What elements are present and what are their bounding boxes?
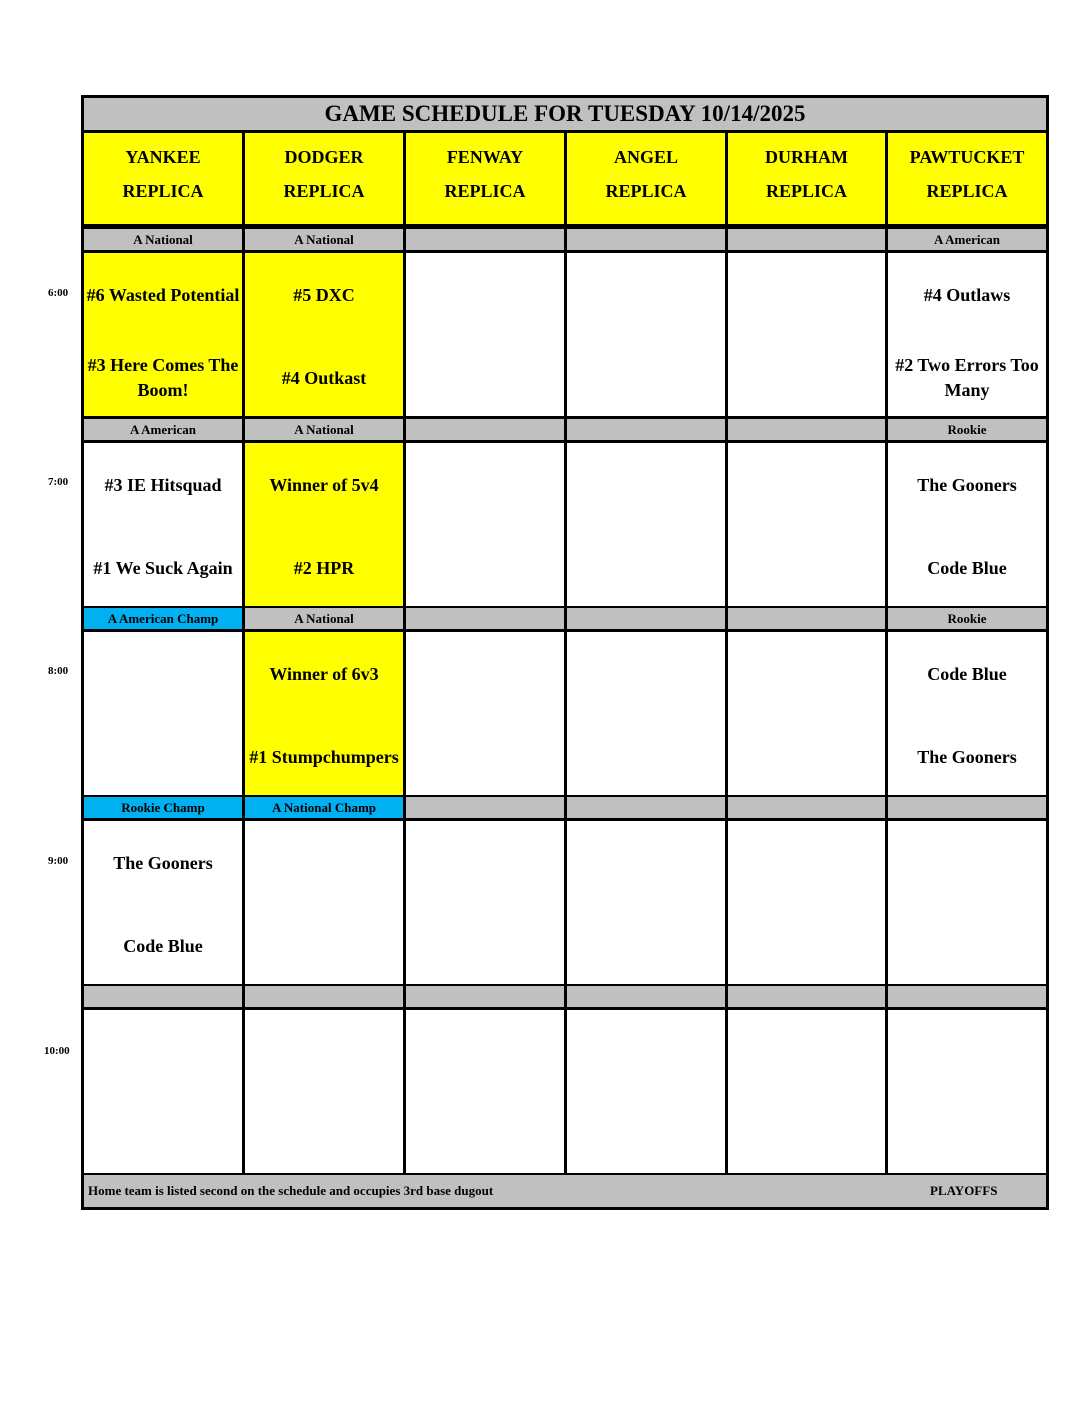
away-team xyxy=(728,451,885,519)
schedule-title: GAME SCHEDULE FOR TUESDAY 10/14/2025 xyxy=(84,98,1046,130)
time-label: 10:00 xyxy=(44,1045,70,1057)
away-team xyxy=(406,640,564,708)
footer-playoffs-tag: PLAYOFFS xyxy=(930,1183,998,1198)
away-team: Winner of 6v3 xyxy=(269,663,379,684)
division-label-text: A National xyxy=(294,422,354,437)
game-cell[interactable] xyxy=(84,821,242,984)
field-name: ANGEL xyxy=(613,147,678,167)
home-team xyxy=(728,534,885,602)
game-cell[interactable] xyxy=(245,1010,403,1173)
game-cell[interactable] xyxy=(406,443,564,606)
away-team xyxy=(567,1018,725,1086)
home-team xyxy=(567,534,725,602)
game-cell[interactable] xyxy=(245,821,403,984)
game-cell[interactable] xyxy=(728,1010,885,1173)
game-cell[interactable] xyxy=(567,632,725,795)
home-team: Code Blue xyxy=(927,557,1007,578)
away-team xyxy=(728,640,885,708)
away-team xyxy=(728,1018,885,1086)
field-name: PAWTUCKET xyxy=(909,147,1025,167)
time-label: 9:00 xyxy=(48,855,69,867)
division-label xyxy=(728,419,885,440)
division-label xyxy=(567,797,725,818)
game-cell[interactable] xyxy=(245,632,403,795)
home-team: #2 HPR xyxy=(293,557,355,578)
division-label xyxy=(406,608,564,629)
home-team xyxy=(567,344,725,412)
home-team xyxy=(567,912,725,980)
away-team xyxy=(888,829,1046,897)
division-label xyxy=(888,608,1046,629)
field-header-durham xyxy=(728,133,885,224)
division-label xyxy=(245,419,403,440)
home-team xyxy=(406,1101,564,1169)
field-name: FENWAY xyxy=(446,147,524,167)
division-label xyxy=(406,229,564,250)
division-label-text: A American xyxy=(129,422,197,437)
field-subtitle: REPLICA xyxy=(605,181,687,201)
away-team xyxy=(245,829,403,897)
division-label xyxy=(567,229,725,250)
division-label xyxy=(406,797,564,818)
home-team xyxy=(406,912,564,980)
home-team xyxy=(406,534,564,602)
field-subtitle: REPLICA xyxy=(765,181,847,201)
home-team xyxy=(84,723,242,791)
away-team: The Gooners xyxy=(917,474,1017,495)
division-label xyxy=(84,419,242,440)
field-name: DODGER xyxy=(284,147,364,167)
home-team xyxy=(567,723,725,791)
division-label xyxy=(245,608,403,629)
away-team xyxy=(406,829,564,897)
division-label xyxy=(728,229,885,250)
home-team: #3 Here Comes The Boom! xyxy=(87,355,239,400)
time-label: 6:00 xyxy=(48,287,69,299)
away-team xyxy=(567,451,725,519)
division-label-text: Rookie Champ xyxy=(121,800,205,815)
division-label xyxy=(84,229,242,250)
game-cell[interactable] xyxy=(888,253,1046,416)
division-label-text: A National xyxy=(294,232,354,247)
division-label xyxy=(84,608,242,629)
division-label-text: A National xyxy=(133,232,193,247)
division-label xyxy=(728,608,885,629)
home-team xyxy=(888,1101,1046,1169)
away-team xyxy=(567,261,725,329)
away-team: #4 Outlaws xyxy=(923,284,1011,305)
away-team xyxy=(728,261,885,329)
home-team xyxy=(728,1101,885,1169)
field-header-yankee xyxy=(84,133,242,224)
away-team: Winner of 5v4 xyxy=(269,474,379,495)
division-label xyxy=(567,986,725,1007)
home-team: #2 Two Errors Too Many xyxy=(895,355,1039,400)
division-label xyxy=(406,419,564,440)
field-header-pawtucket xyxy=(888,133,1046,224)
home-team: #1 Stumpchumpers xyxy=(249,746,399,767)
home-team xyxy=(406,344,564,412)
division-label xyxy=(406,986,564,1007)
division-label xyxy=(728,797,885,818)
division-label-text: A American Champ xyxy=(107,611,219,626)
division-label xyxy=(245,986,403,1007)
away-team xyxy=(567,640,725,708)
field-header-dodger xyxy=(245,133,403,224)
away-team: #6 Wasted Potential xyxy=(86,284,240,305)
home-team xyxy=(406,723,564,791)
away-team: The Gooners xyxy=(113,852,213,873)
away-team xyxy=(406,261,564,329)
division-label xyxy=(84,797,242,818)
division-label-text: A National xyxy=(294,611,354,626)
home-team xyxy=(728,723,885,791)
game-cell[interactable] xyxy=(84,443,242,606)
division-label-text: Rookie xyxy=(947,422,987,437)
away-team xyxy=(888,1018,1046,1086)
game-cell[interactable] xyxy=(84,253,242,416)
game-cell[interactable] xyxy=(728,443,885,606)
game-cell[interactable] xyxy=(888,443,1046,606)
division-label-text: Rookie xyxy=(947,611,987,626)
game-cell[interactable] xyxy=(245,253,403,416)
game-cell[interactable] xyxy=(567,253,725,416)
home-team xyxy=(888,912,1046,980)
game-cell[interactable] xyxy=(245,443,403,606)
game-cell[interactable] xyxy=(888,1010,1046,1173)
game-cell[interactable] xyxy=(888,632,1046,795)
division-label-text: A American xyxy=(933,232,1001,247)
away-team xyxy=(245,1018,403,1086)
field-header-fenway xyxy=(406,133,564,224)
home-team: The Gooners xyxy=(917,746,1017,767)
division-label xyxy=(888,419,1046,440)
division-label xyxy=(245,797,403,818)
division-label xyxy=(888,229,1046,250)
game-cell[interactable] xyxy=(728,253,885,416)
home-team xyxy=(245,1101,403,1169)
game-cell[interactable] xyxy=(84,632,242,795)
division-label xyxy=(888,797,1046,818)
game-cell[interactable] xyxy=(406,1010,564,1173)
away-team: Code Blue xyxy=(927,663,1007,684)
field-name: YANKEE xyxy=(125,147,201,167)
division-label xyxy=(888,986,1046,1007)
game-cell[interactable] xyxy=(406,632,564,795)
game-cell[interactable] xyxy=(406,821,564,984)
home-team xyxy=(728,344,885,412)
home-team: Code Blue xyxy=(123,935,203,956)
game-cell[interactable] xyxy=(567,443,725,606)
away-team xyxy=(567,829,725,897)
home-team: #1 We Suck Again xyxy=(93,557,233,578)
field-subtitle: REPLICA xyxy=(283,181,365,201)
away-team xyxy=(406,451,564,519)
away-team xyxy=(84,640,242,708)
away-team: #3 IE Hitsquad xyxy=(104,474,222,495)
footer-bar xyxy=(84,1175,1046,1207)
division-label xyxy=(567,608,725,629)
game-cell[interactable] xyxy=(728,821,885,984)
field-header-angel xyxy=(567,133,725,224)
field-subtitle: REPLICA xyxy=(926,181,1008,201)
field-name: DURHAM xyxy=(765,147,848,167)
home-team: #4 Outkast xyxy=(281,367,367,388)
division-label xyxy=(567,419,725,440)
time-label: 8:00 xyxy=(48,665,69,677)
field-subtitle: REPLICA xyxy=(444,181,526,201)
footer-note: Home team is listed second on the schedule and occupies 3rd base dugout xyxy=(88,1183,494,1198)
game-cell[interactable] xyxy=(406,253,564,416)
division-label xyxy=(728,986,885,1007)
division-label xyxy=(84,986,242,1007)
away-team xyxy=(406,1018,564,1086)
away-team xyxy=(84,1018,242,1086)
division-label xyxy=(245,229,403,250)
time-label: 7:00 xyxy=(48,476,69,488)
home-team xyxy=(84,1101,242,1169)
game-cell[interactable] xyxy=(567,821,725,984)
away-team: #5 DXC xyxy=(293,284,355,305)
home-team xyxy=(245,912,403,980)
game-cell[interactable] xyxy=(84,1010,242,1173)
game-cell[interactable] xyxy=(567,1010,725,1173)
away-team xyxy=(728,829,885,897)
schedule-table xyxy=(81,95,1049,1210)
division-label-text: A National Champ xyxy=(271,800,377,815)
home-team xyxy=(728,912,885,980)
game-cell[interactable] xyxy=(728,632,885,795)
home-team xyxy=(567,1101,725,1169)
field-subtitle: REPLICA xyxy=(122,181,204,201)
game-cell[interactable] xyxy=(888,821,1046,984)
